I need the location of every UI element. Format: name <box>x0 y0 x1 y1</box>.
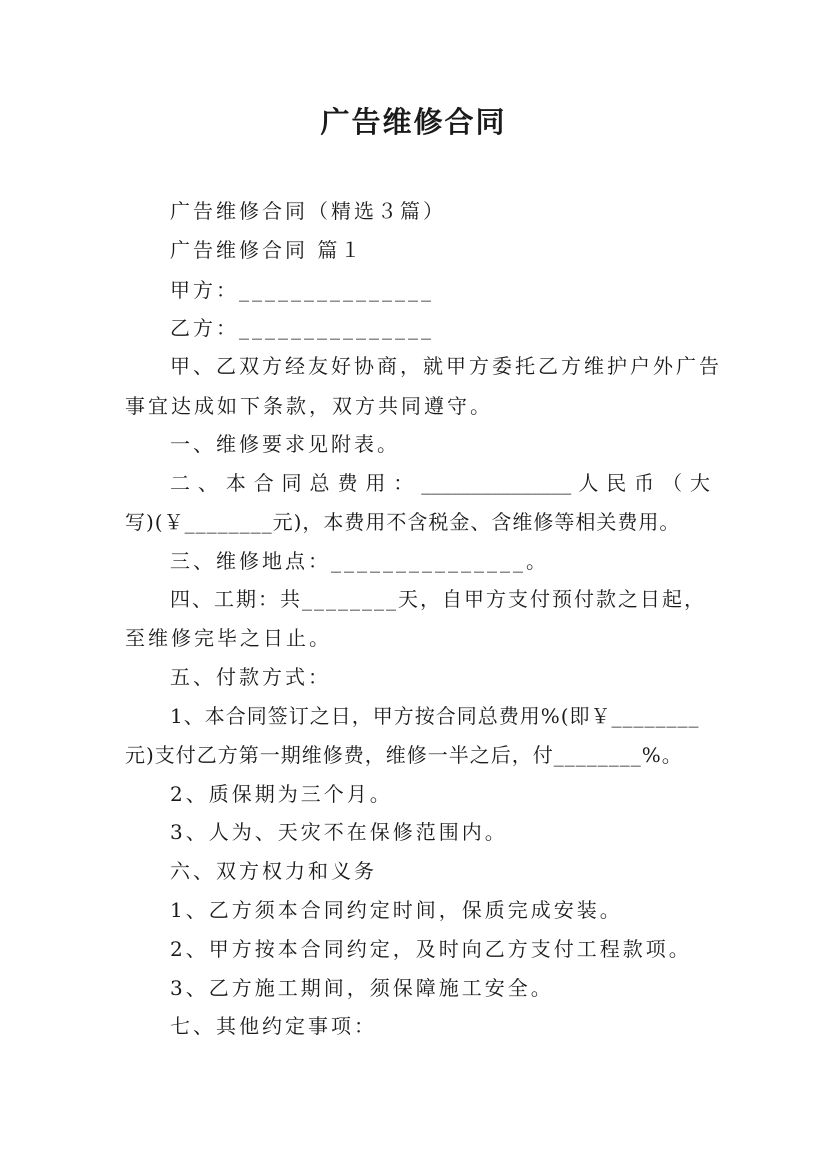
clause-line: 五、付款方式： <box>170 665 331 689</box>
clause-line: 写)(￥________元)，本费用不含税金、含维修等相关费用。 <box>125 510 681 534</box>
clause-line: 1、本合同签订之日，甲方按合同总费用%(即￥________ <box>170 704 700 728</box>
clause-line: 至维修完毕之日止。 <box>125 626 332 650</box>
paragraph-line: 事宜达成如下条款，双方共同遵守。 <box>125 394 493 418</box>
subtitle-line: 广告维修合同（精选３篇） <box>170 199 446 223</box>
clause-line: 一、维修要求见附表。 <box>170 432 400 456</box>
paragraph-line: 甲、乙双方经友好协商，就甲方委托乙方维护户外广告 <box>170 354 722 378</box>
clause-line: 元)支付乙方第一期维修费，维修一半之后，付________%。 <box>125 743 683 767</box>
clause-line: 六、双方权力和义务 <box>170 859 377 883</box>
clause-line: 3、乙方施工期间，须保障施工安全。 <box>170 976 554 1000</box>
party-b-line: 乙方：_______________ <box>170 316 434 340</box>
clause-line: 四、工期：共________天，自甲方支付预付款之日起， <box>170 587 706 611</box>
clause-line: 3、人为、天灾不在保修范围内。 <box>170 820 508 844</box>
clause-line: 三、维修地点：_______________。 <box>170 549 549 573</box>
clause-line: 2、甲方按本合同约定，及时向乙方支付工程款项。 <box>170 937 692 961</box>
clause-line: 七、其他约定事项： <box>170 1014 377 1038</box>
clause-line: 2、质保期为三个月。 <box>170 782 393 806</box>
page-title: 广告维修合同 <box>320 105 507 139</box>
clause-line: 二 、 本 合 同 总 费 用 ： _______________ 人 民 币 （ 大 <box>170 471 710 495</box>
clause-line: 1、乙方须本合同约定时间，保质完成安装。 <box>170 898 623 922</box>
party-a-line: 甲方：_______________ <box>170 278 434 302</box>
section-heading: 广告维修合同 篇１ <box>170 238 364 262</box>
